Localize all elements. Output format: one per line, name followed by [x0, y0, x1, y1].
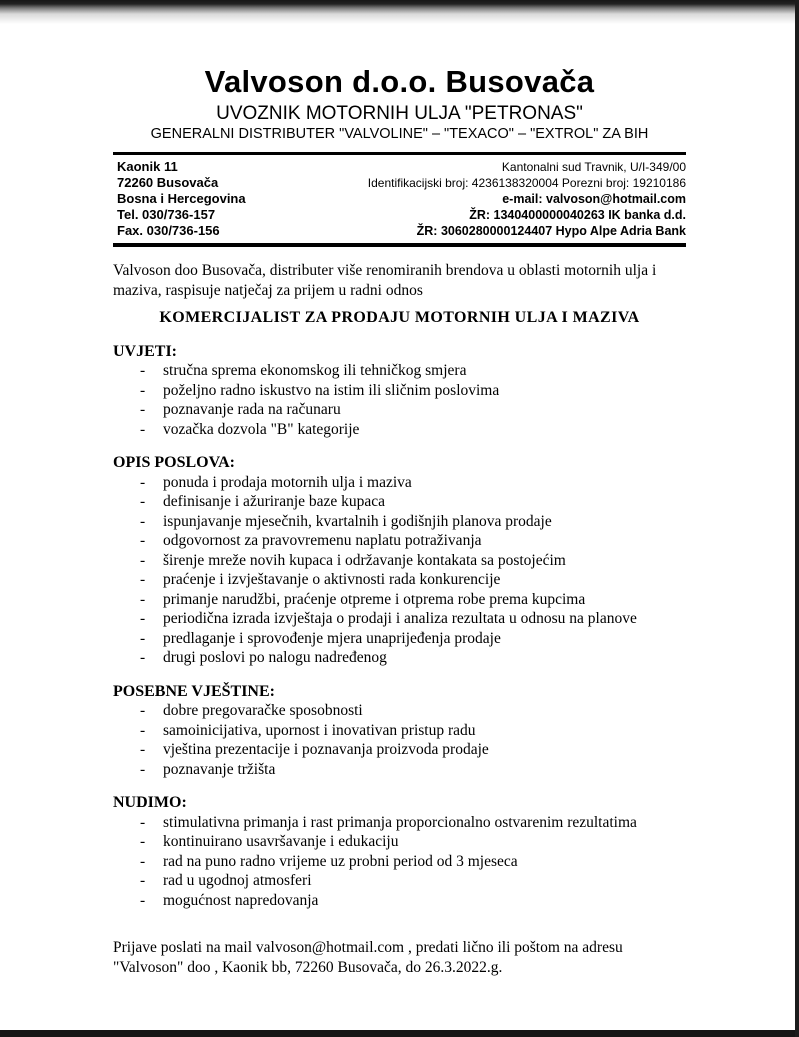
document-body [113, 261, 686, 977]
list-item: - samoinicijativa, upornost i inovativan pristup radu [113, 721, 686, 741]
divider-rule-bottom [113, 243, 686, 247]
section-heading: NUDIMO: [113, 794, 187, 811]
list-item: - ponuda i prodaja motornih ulja i maziva [113, 473, 686, 493]
section-opis-poslova [113, 453, 686, 668]
company-name: Valvoson d.o.o. Busovača [204, 64, 595, 99]
list-item: Kantonalni sud Travnik, U/I-349/00 [501, 160, 686, 174]
section-uvjeti [113, 342, 686, 440]
scan-edge-top [0, 0, 799, 24]
list-item: - kontinuirano usavršavanje i edukaciju [113, 832, 686, 852]
list-item: - rad na puno radno vrijeme uz probni period od 3 mjeseca [113, 852, 686, 872]
list-item: - mogućnost napredovanja [113, 891, 686, 911]
scan-edge-right [795, 0, 799, 1037]
list-item: - poželjno radno iskustvo na istim ili sličnim poslovima [113, 381, 686, 401]
list-item: 72260 Busovača [117, 175, 219, 190]
section-nudimo [113, 793, 686, 910]
list-item: - širenje mreže novih kupaca i održavanje kontakata sa postojećim [113, 551, 686, 571]
section-heading: UVJETI: [113, 342, 178, 360]
list-item: - ispunjavanje mjesečnih, kvartalnih i godišnjih planova prodaje [113, 512, 686, 532]
list-item: - vještina prezentacije i poznavanja proizvoda prodaje [113, 740, 686, 760]
job-title: KOMERCIJALIST ZA PRODAJU MOTORNIH ULJA I MAZIVA [159, 309, 640, 326]
list-item: - dobre pregovaračke sposobnosti [113, 701, 686, 721]
letterhead-address-column [113, 159, 246, 239]
list-item: - definisanje i ažuriranje baze kupaca [113, 492, 686, 512]
section-heading: OPIS POSLOVA: [113, 454, 235, 471]
section-heading: POSEBNE VJEŠTINE: [113, 682, 275, 700]
list-item: - poznavanje tržišta [113, 760, 686, 780]
list-item: - drugi poslovi po nalogu nadređenog [113, 648, 686, 668]
company-subtitle-importer: UVOZNIK MOTORNIH ULJA "PETRONAS" [216, 103, 583, 124]
list-item: - stimulativna primanja i rast primanja proporcionalno ostvarenim rezultatima [113, 813, 686, 833]
bullet-list [113, 473, 686, 668]
letterhead-header [113, 64, 686, 143]
list-item: - rad u ugodnoj atmosferi [113, 871, 686, 891]
list-item: - poznavanje rada na računaru [113, 400, 686, 420]
letterhead-registration-column [368, 159, 686, 239]
list-item: Fax. 030/736-156 [117, 223, 220, 238]
list-item: - stručna sprema ekonomskog ili tehničkog smjera [113, 361, 686, 381]
list-item: e-mail: valvoson@hotmail.com [502, 192, 686, 206]
section-posebne-vjestine [113, 682, 686, 780]
list-item: - odgovornost za pravovremenu naplatu potraživanja [113, 531, 686, 551]
list-item: Bosna i Hercegovina [117, 191, 246, 206]
bullet-list [113, 813, 686, 911]
document [113, 0, 686, 977]
list-item: ŽR: 1340400000040263 IK banka d.d. [469, 208, 686, 222]
intro-paragraph: Valvoson doo Busovača, distributer više renomiranih brendova u oblasti motornih ulja i maziva, raspisuje natječaj za prijem u radni odnos [113, 262, 657, 299]
scan-edge-bottom [0, 1030, 799, 1037]
list-item: - primanje narudžbi, praćenje otpreme i otprema robe prema kupcima [113, 590, 686, 610]
letterhead-info [113, 155, 686, 243]
closing-paragraph: Prijave poslati na mail valvoson@hotmail.com , predati lično ili poštom na adresu "Valvoson" doo , Kaonik bb, 72260 Busovača, do 26.3.2022.g. [113, 939, 623, 976]
list-item: - vozačka dozvola "B" kategorije [113, 420, 686, 440]
list-item: - periodična izrada izvještaja o prodaji i analiza rezultata u odnosu na planove [113, 609, 686, 629]
list-item: ŽR: 3060280000124407 Hypo Alpe Adria Bank [416, 224, 686, 238]
list-item: Identifikacijski broj: 4236138320004 Porezni broj: 19210186 [367, 176, 686, 190]
list-item: - praćenje i izvještavanje o aktivnosti rada konkurencije [113, 570, 686, 590]
list-item: - predlaganje i sprovođenje mjera unaprijeđenja prodaje [113, 629, 686, 649]
list-item: Tel. 030/736-157 [117, 207, 216, 222]
bullet-list [113, 701, 686, 779]
bullet-list [113, 361, 686, 439]
list-item: Kaonik 11 [117, 159, 178, 174]
company-subtitle-distributer: GENERALNI DISTRIBUTER "VALVOLINE" – "TEXACO" – "EXTROL" ZA BIH [150, 126, 649, 142]
